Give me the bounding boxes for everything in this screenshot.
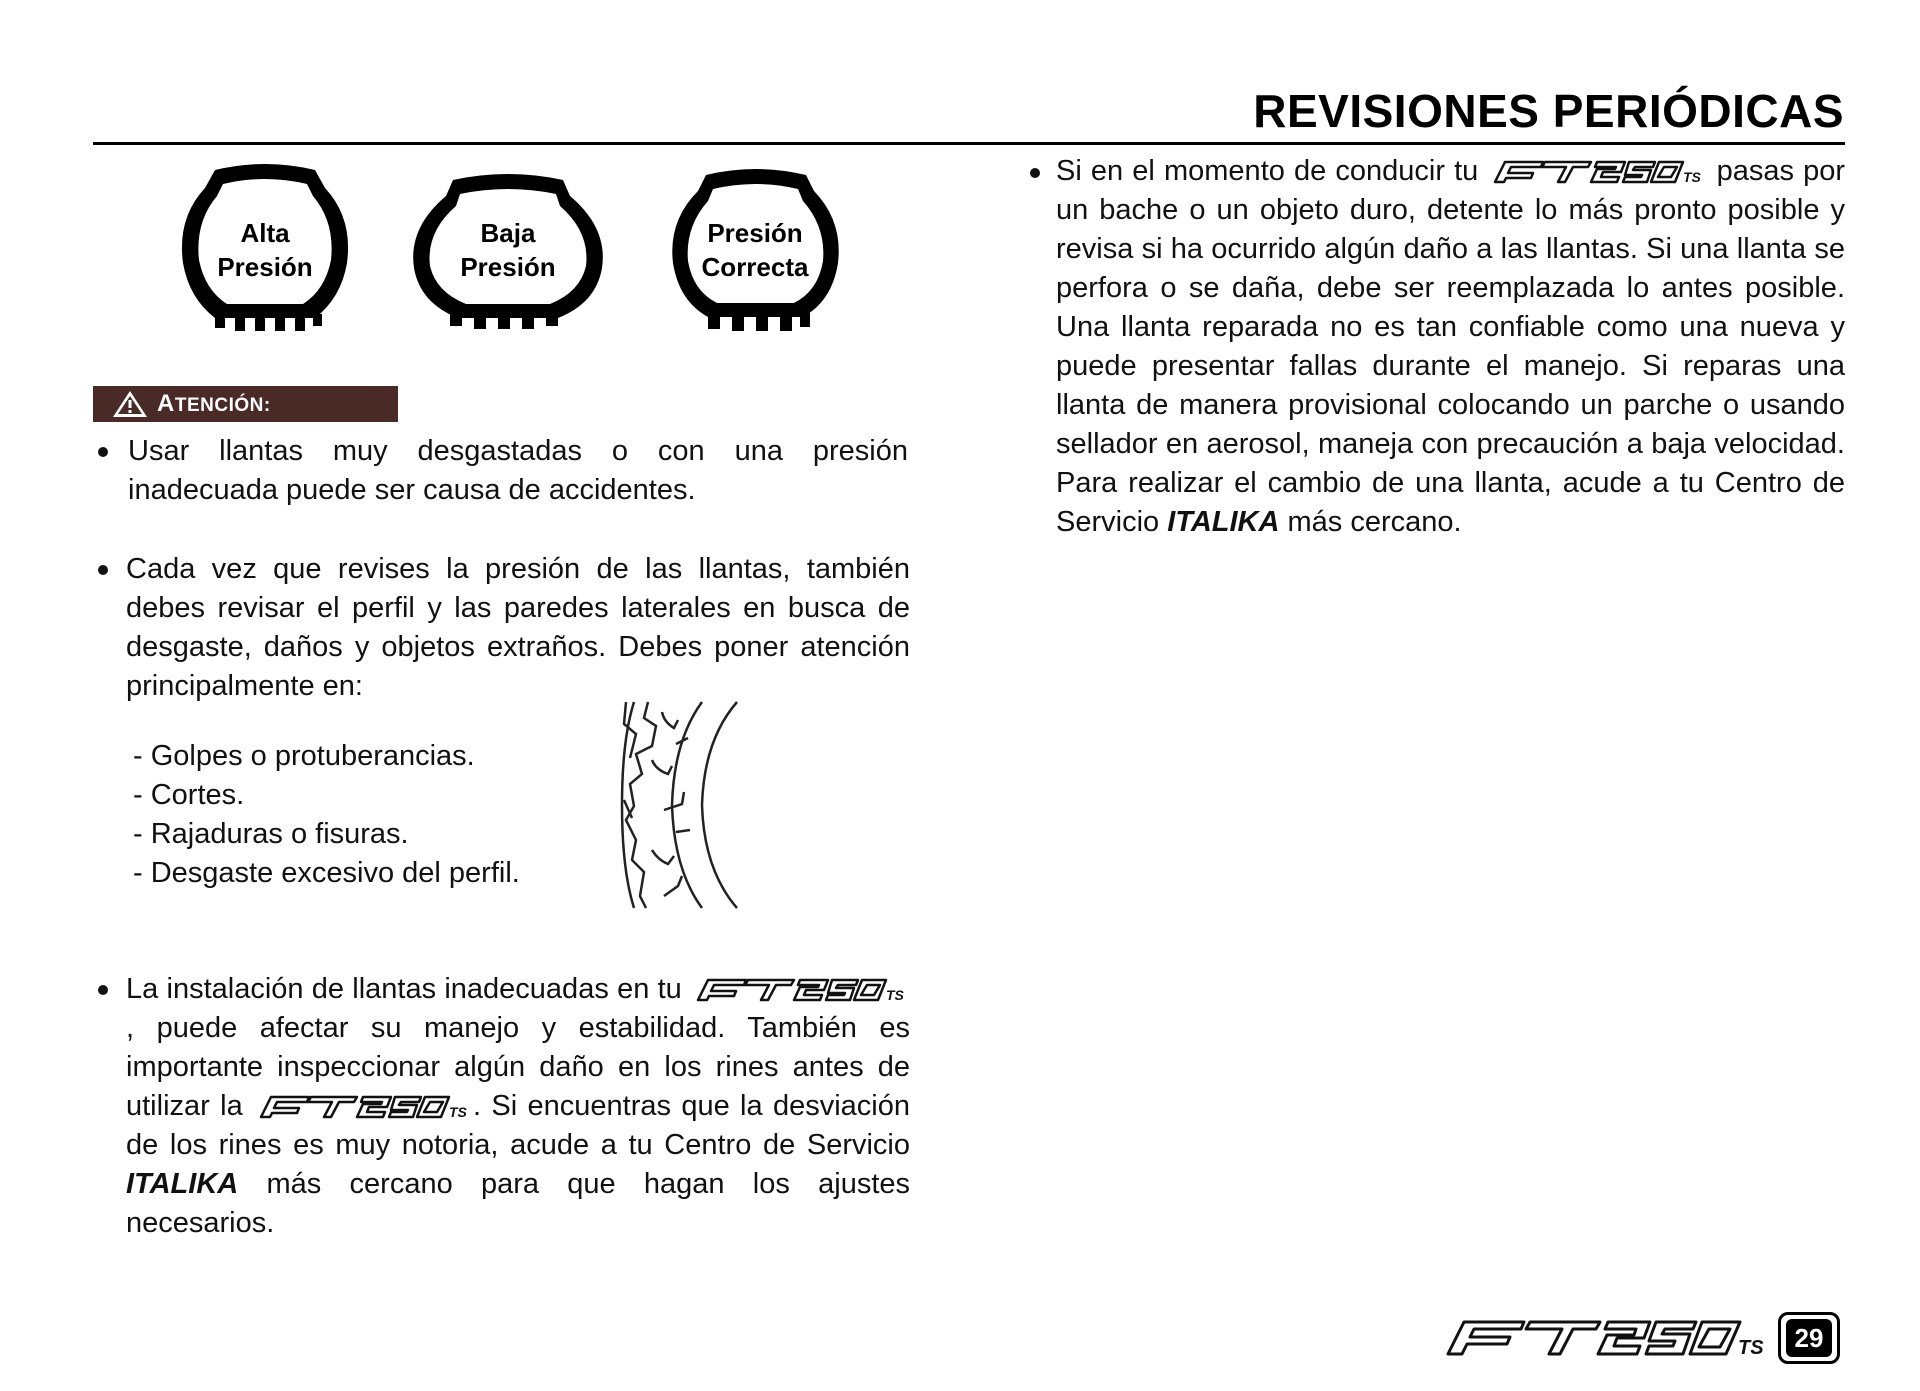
bullet-dot [98, 447, 108, 457]
tire-high-pressure-label [195, 216, 335, 284]
tire-label-line: Correcta [701, 252, 809, 282]
text-span: , [126, 1012, 135, 1044]
attention-initial: A [157, 390, 175, 417]
page-number: 29 [1786, 1319, 1832, 1357]
bullet-dot [98, 565, 108, 575]
list-item: - Rajaduras o fisuras. [133, 818, 409, 850]
text-span: pasas por un bache o un objeto duro, detente lo más pronto posible y revisa si ha ocurrido algún daño a las llantas. Si una llanta se perfora o se daña, debe ser reemplazada lo antes posible. Una llanta reparada no es tan confiable como una nueva y puede presentar fallas durante el manejo. Si reparas una llanta de manera provisional colocando un parche o usando sellador en aerosol, maneja con precaución a baja velocidad. Para realizar el cambio de una llanta, acude a tu Centro de Servicio [1056, 155, 1845, 538]
attention-rest: TENCIÓN: [174, 395, 271, 416]
text-span: La instalación de llantas inadecuadas en tu [126, 973, 682, 1005]
text-span: más cercano para que hagan los ajustes necesarios. [126, 1168, 911, 1239]
svg-text:TS: TS [886, 987, 904, 1004]
footer-model-logo [1440, 1318, 1770, 1358]
text-span: más cercano. [1287, 506, 1462, 538]
page-number-badge [1778, 1312, 1840, 1364]
tire-tread-illustration [612, 700, 762, 910]
tire-label-line: Presión [707, 218, 803, 248]
tire-low-pressure-label [438, 216, 578, 284]
svg-text:TS: TS [449, 1104, 467, 1121]
paragraph-rims [126, 970, 910, 1243]
footer-model-suffix: TS [1738, 1337, 1764, 1358]
list-item: - Desgaste excesivo del perfil. [133, 857, 520, 889]
tire-label-line: Presión [460, 252, 556, 282]
bullet-dot [1030, 168, 1040, 178]
tire-correct-pressure-label [685, 216, 825, 284]
page-title: REVISIONES PERIÓDICAS [1253, 85, 1844, 137]
tire-label-line: Presión [217, 252, 313, 282]
title-rule [93, 142, 1845, 145]
list-item: - Golpes o protuberancias. [133, 740, 475, 772]
bullet-dot [98, 985, 108, 995]
paragraph-inspection: Cada vez que revises la presión de las llantas, también debes revisar el perfil y las paredes laterales en busca de desgaste, daños y objetos extraños. Debes poner atención principalmente en: [126, 553, 910, 702]
brand-name: ITALIKA [126, 1168, 239, 1200]
paragraph-pothole [1056, 152, 1845, 542]
list-item: - Cortes. [133, 779, 245, 811]
text-span: . Si encuentras que la desviación de los rines es muy notoria, acude a tu Centro de Servicio [126, 1090, 910, 1161]
paragraph-worn-tires: Usar llantas muy desgastadas o con una presión inadecuada puede ser causa de accidentes. [128, 435, 908, 506]
text-span: Si en el momento de conducir tu [1056, 155, 1479, 187]
ft250ts-logo [253, 1093, 473, 1121]
text-span: puede afectar su manejo y estabilidad. También es importante inspeccionar algún daño en los rines antes de utilizar la [126, 1012, 910, 1122]
attention-banner [93, 386, 398, 422]
tire-label-line: Alta [240, 218, 290, 248]
ft250ts-logo [690, 976, 910, 1004]
ft250ts-logo [1487, 158, 1707, 186]
warning-icon [111, 389, 149, 419]
brand-name: ITALIKA [1167, 506, 1280, 538]
attention-label [157, 390, 271, 418]
svg-text:TS: TS [1683, 169, 1702, 186]
tire-label-line: Baja [480, 218, 536, 248]
